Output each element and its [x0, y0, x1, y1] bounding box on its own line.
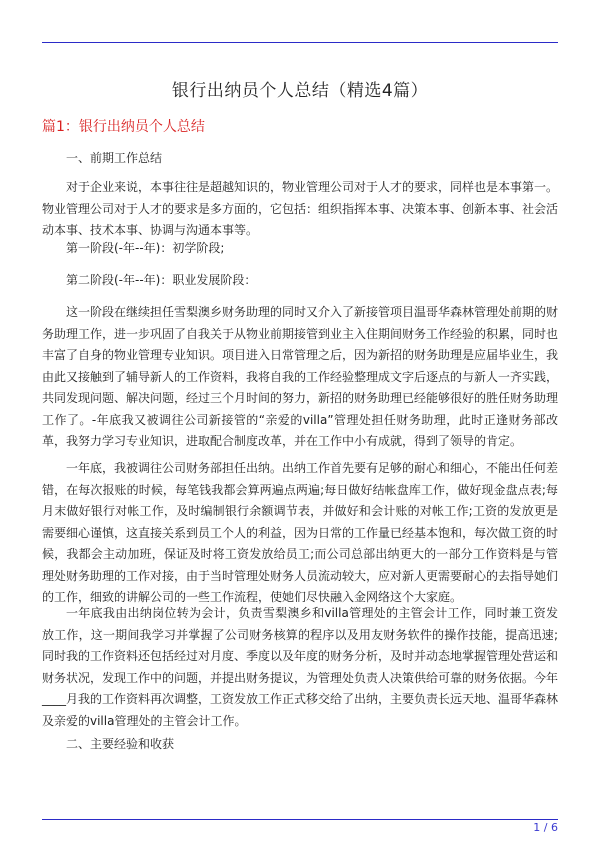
subheading-experience: 二、主要经验和收获 [66, 737, 175, 751]
paragraph-talent-requirements: 对于企业来说，本事往往是超越知识的，物业管理公司对于人才的要求，同样也是本事第一。物业管理公司对于人才的要求是多方面的，它包括：组织指挥本事、决策本事、创新本事、社会活动本事、技术本事、协调与沟通本事等。 [42, 180, 559, 237]
stage-one-line: 第一阶段(-年--年)：初学阶段; [66, 241, 225, 255]
header-rule [42, 42, 558, 43]
footer-rule [42, 819, 558, 820]
section-heading: 篇1：银行出纳员个人总结 [42, 119, 205, 135]
page-number: 1 / 6 [533, 821, 558, 834]
paragraph-cashier-work: 一年底，我被调往公司财务部担任出纳。出纳工作首先要有足够的耐心和细心，不能出任何差错，在每次报账的时候，每笔钱我都会算两遍点两遍;每日做好结帐盘库工作，做好现金盘点表;每月末做好银行对帐工作，及时编制银行余额调节表，并做好和会计账的对帐工作;工资的发放更是需要细心谨慎，这直接关系到员工个人的利益，因为日常的工作量已经基本饱和，每次做工资的时候，我都会主动加班，保证及时将工资发放给员工;而公司总部出纳更大的一部分工作资料是与管理处财务助理的工作对接，由于当时管理处财务人员流动较大，应对新人更需要耐心的去指导她们的工作，细致的讲解公司的一些工作流程，使她们尽快融入金网络这个大家庭。 [42, 461, 559, 604]
document-title: 银行出纳员个人总结（精选4篇） [171, 81, 429, 101]
subheading-early-work: 一、前期工作总结 [66, 151, 163, 165]
paragraph-accountant-work: 一年底我由出纳岗位转为会计，负责雪梨澳乡和villa管理处的主管会计工作，同时兼工资发放工作，这一期间我学习并掌握了公司财务核算的程序以及用友财务软件的操作技能，提高迅速;同时我的工作资料还包括经过对月度、季度以及年度的财务分析，及时并动态地掌握管理处营运和财务状况，发现工作中的问题，并提出财务提议，为管理处负责人决策供给可靠的财务依据。今年____月我的工作资料再次调整，工资发放工作正式移交给了出纳，主要负责长远天地、温哥华森林及亲爱的villa管理处的主管会计工作。 [42, 606, 559, 728]
stage-two-line: 第二阶段(-年--年)：职业发展阶段： [66, 273, 257, 287]
paragraph-financial-assistant: 这一阶段在继续担任雪梨澳乡财务助理的同时又介入了新接管项目温哥华森林管理处前期的财务助理工作，进一步巩固了自我关于从物业前期接管到业主入住期间财务工作经验的积累，同时也丰富了自身的物业管理专业知识。项目进入日常管理之后，因为新招的财务助理是应届毕业生，我由此又接触到了辅导新人的工作资料，我将自我的工作经验整理成文字后逐点的与新人一齐实践，共同发现问题、解决问题，经过三个月时间的努力，新招的财务助理已经能够很好的胜任财务助理工作了。-年底我又被调往公司新接管的“亲爱的villa”管理处担任财务助理，此时正逢财务部改革，我努力学习专业知识，进取配合制度改革，并在工作中小有成就，得到了领导的肯定。 [42, 305, 559, 448]
